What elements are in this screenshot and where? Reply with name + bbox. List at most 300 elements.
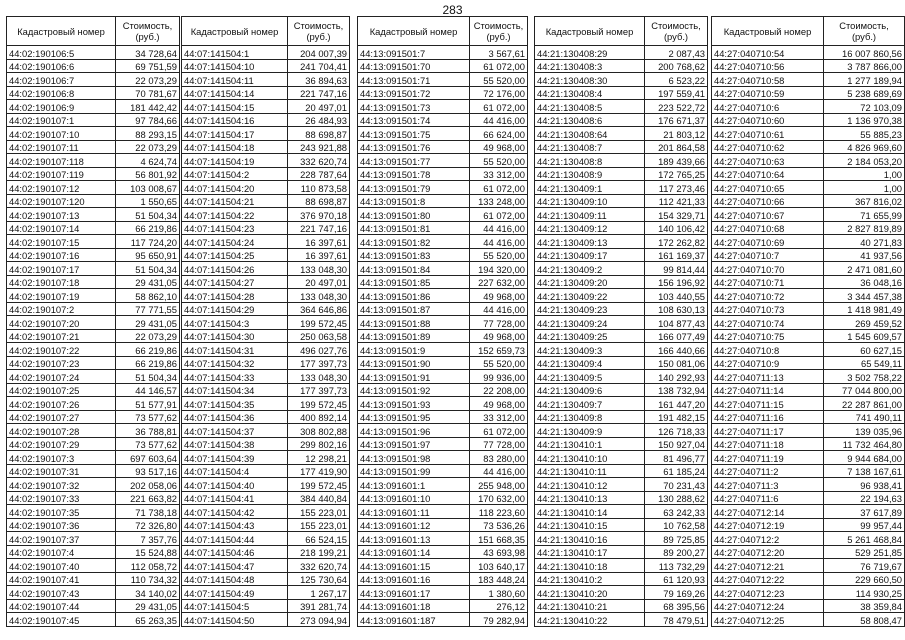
cadastral-number-cell: 44:07:141504:37 <box>182 424 288 438</box>
cadastral-number-cell: 44:13:091501:90 <box>358 356 470 370</box>
table-row <box>182 167 350 181</box>
cadastral-number-cell: 44:27:040710:8 <box>712 343 824 357</box>
table-row <box>712 424 905 438</box>
cadastral-number-cell: 44:13:091501:7 <box>358 46 470 60</box>
cost-cell: 172 765,25 <box>645 167 708 181</box>
cadastral-number-cell: 44:21:130410:10 <box>535 451 645 465</box>
cadastral-number-cell: 44:13:091501:99 <box>358 464 470 478</box>
cadastral-number-cell: 44:07:141504:2 <box>182 167 288 181</box>
table-header-row <box>7 17 180 46</box>
table-row <box>712 451 905 465</box>
cost-cell: 221 663,82 <box>116 491 180 505</box>
cadastral-number-cell: 44:27:040710:61 <box>712 127 824 141</box>
cadastral-number-cell: 44:27:040712:14 <box>712 505 824 519</box>
cost-cell: 51 577,91 <box>116 397 180 411</box>
cost-cell: 332 620,74 <box>288 559 350 573</box>
header-cadastral-number: Кадастровый номер <box>535 17 645 46</box>
table-row <box>358 127 528 141</box>
cost-cell: 166 077,49 <box>645 329 708 343</box>
cost-cell: 243 921,88 <box>288 140 350 154</box>
table-row <box>7 181 180 195</box>
table-row <box>712 59 905 73</box>
cost-cell: 73 577,62 <box>116 437 180 451</box>
cost-cell: 199 572,45 <box>288 478 350 492</box>
cost-cell: 1 267,17 <box>288 586 350 600</box>
cost-cell: 308 802,88 <box>288 424 350 438</box>
cost-cell: 103 008,67 <box>116 181 180 195</box>
cadastral-number-cell: 44:02:190107:24 <box>7 370 116 384</box>
table-row <box>182 424 350 438</box>
cadastral-number-cell: 44:13:091501:95 <box>358 410 470 424</box>
cost-cell: 22 287 861,00 <box>824 397 905 411</box>
table-row <box>182 59 350 73</box>
cadastral-number-cell: 44:21:130409:17 <box>535 248 645 262</box>
cadastral-number-cell: 44:02:190106:7 <box>7 73 116 87</box>
cadastral-number-cell: 44:27:040711:15 <box>712 397 824 411</box>
table-row <box>182 356 350 370</box>
table-row <box>358 572 528 586</box>
table-row <box>712 248 905 262</box>
cadastral-number-cell: 44:07:141504:5 <box>182 599 288 613</box>
cost-cell: 22 073,29 <box>116 140 180 154</box>
table-row <box>182 289 350 303</box>
cost-cell: 118 223,60 <box>470 505 528 519</box>
cadastral-number-cell: 44:13:091501:77 <box>358 154 470 168</box>
table-row <box>712 518 905 532</box>
table-row <box>182 491 350 505</box>
cadastral-number-cell: 44:27:040711:18 <box>712 437 824 451</box>
table-row <box>7 451 180 465</box>
cost-cell: 110 873,58 <box>288 181 350 195</box>
cost-cell: 33 312,00 <box>470 167 528 181</box>
cost-cell: 140 292,93 <box>645 370 708 384</box>
table-row <box>535 370 708 384</box>
cadastral-number-cell: 44:07:141504:16 <box>182 113 288 127</box>
cost-cell: 223 522,72 <box>645 100 708 114</box>
table-row <box>7 572 180 586</box>
cost-cell: 16 397,61 <box>288 235 350 249</box>
cost-cell: 88 698,87 <box>288 127 350 141</box>
cost-cell: 2 827 819,89 <box>824 221 905 235</box>
cadastral-number-cell: 44:02:190107:44 <box>7 599 116 613</box>
table-row <box>182 383 350 397</box>
cadastral-number-cell: 44:02:190106:5 <box>7 46 116 60</box>
cadastral-number-cell: 44:07:141504:32 <box>182 356 288 370</box>
cost-cell: 34 728,64 <box>116 46 180 60</box>
table-row <box>358 289 528 303</box>
cost-cell: 16 007 860,56 <box>824 46 905 60</box>
cost-cell: 3 502 758,22 <box>824 370 905 384</box>
header-cost: Стоимость, (руб.) <box>470 17 528 46</box>
cadastral-number-cell: 44:21:130410:16 <box>535 532 645 546</box>
cost-cell: 77 044 800,00 <box>824 383 905 397</box>
cadastral-number-cell: 44:21:130408:30 <box>535 73 645 87</box>
cadastral-number-cell: 44:27:040710:54 <box>712 46 824 60</box>
cost-cell: 36 894,63 <box>288 73 350 87</box>
cadastral-number-cell: 44:27:040710:72 <box>712 289 824 303</box>
cadastral-number-cell: 44:07:141504:29 <box>182 302 288 316</box>
cadastral-number-cell: 44:02:190107:29 <box>7 437 116 451</box>
table-row <box>712 586 905 600</box>
cadastral-number-cell: 44:27:040710:59 <box>712 86 824 100</box>
table-row <box>712 559 905 573</box>
cadastral-number-cell: 44:21:130409:12 <box>535 221 645 235</box>
cost-cell: 36 788,81 <box>116 424 180 438</box>
cost-cell: 197 559,41 <box>645 86 708 100</box>
cadastral-number-cell: 44:13:091501:85 <box>358 275 470 289</box>
table-row <box>712 397 905 411</box>
table-row <box>182 154 350 168</box>
cost-cell: 33 312,00 <box>470 410 528 424</box>
table-header-row <box>535 17 708 46</box>
table-row <box>712 505 905 519</box>
cadastral-number-cell: 44:07:141504:35 <box>182 397 288 411</box>
cadastral-number-cell: 44:21:130410:11 <box>535 464 645 478</box>
table-row <box>182 343 350 357</box>
table-row <box>712 532 905 546</box>
table-row <box>358 464 528 478</box>
table-row <box>358 478 528 492</box>
cost-cell: 21 803,12 <box>645 127 708 141</box>
cadastral-number-cell: 44:27:040710:64 <box>712 167 824 181</box>
cost-cell: 60 627,15 <box>824 343 905 357</box>
cadastral-number-cell: 44:02:190107:41 <box>7 572 116 586</box>
cost-cell: 20 497,01 <box>288 100 350 114</box>
cost-cell: 3 344 457,38 <box>824 289 905 303</box>
table-row <box>712 383 905 397</box>
table-row <box>358 437 528 451</box>
table-row <box>7 383 180 397</box>
cadastral-number-cell: 44:13:091501:97 <box>358 437 470 451</box>
cost-cell: 139 035,96 <box>824 424 905 438</box>
cadastral-number-cell: 44:07:141504:20 <box>182 181 288 195</box>
table-row <box>182 262 350 276</box>
table-row <box>712 181 905 195</box>
cost-cell: 130 288,62 <box>645 491 708 505</box>
cost-cell: 156 196,92 <box>645 275 708 289</box>
cadastral-number-cell: 44:13:091501:79 <box>358 181 470 195</box>
cadastral-number-cell: 44:07:141504:46 <box>182 545 288 559</box>
cadastral-number-cell: 44:21:130408:29 <box>535 46 645 60</box>
cost-cell: 49 968,00 <box>470 140 528 154</box>
cadastral-number-cell: 44:02:190107:120 <box>7 194 116 208</box>
table-row <box>712 410 905 424</box>
cost-cell: 44 416,00 <box>470 235 528 249</box>
cost-cell: 151 668,35 <box>470 532 528 546</box>
table-row <box>535 545 708 559</box>
table-row <box>182 275 350 289</box>
cost-cell: 5 261 468,84 <box>824 532 905 546</box>
cost-cell: 114 930,25 <box>824 586 905 600</box>
cost-cell: 161 447,20 <box>645 397 708 411</box>
table-row <box>7 154 180 168</box>
table-row <box>7 343 180 357</box>
cadastral-number-cell: 44:07:141504:43 <box>182 518 288 532</box>
cost-cell: 6 523,22 <box>645 73 708 87</box>
header-cost: Стоимость, (руб.) <box>824 17 905 46</box>
table-row <box>358 383 528 397</box>
cost-cell: 66 219,86 <box>116 356 180 370</box>
cadastral-number-cell: 44:21:130409:24 <box>535 316 645 330</box>
table-row <box>7 586 180 600</box>
table-row <box>7 86 180 100</box>
cadastral-number-cell: 44:27:040710:75 <box>712 329 824 343</box>
cost-cell: 99 936,00 <box>470 370 528 384</box>
cost-cell: 66 624,00 <box>470 127 528 141</box>
table-row <box>7 262 180 276</box>
table-row <box>182 572 350 586</box>
cadastral-number-cell: 44:07:141504:18 <box>182 140 288 154</box>
cadastral-number-cell: 44:07:141504:39 <box>182 451 288 465</box>
header-cadastral-number: Кадастровый номер <box>358 17 470 46</box>
table-row <box>535 127 708 141</box>
cadastral-number-cell: 44:27:040710:9 <box>712 356 824 370</box>
cost-cell: 55 885,23 <box>824 127 905 141</box>
table-row <box>7 100 180 114</box>
cost-cell: 199 572,45 <box>288 397 350 411</box>
table-row <box>7 140 180 154</box>
table-row <box>182 505 350 519</box>
table-row <box>712 235 905 249</box>
cadastral-number-cell: 44:13:091601:14 <box>358 545 470 559</box>
cadastral-number-cell: 44:13:091501:76 <box>358 140 470 154</box>
cost-cell: 55 520,00 <box>470 248 528 262</box>
cadastral-number-cell: 44:07:141504:48 <box>182 572 288 586</box>
cadastral-number-cell: 44:27:040710:56 <box>712 59 824 73</box>
cadastral-number-cell: 44:13:091501:82 <box>358 235 470 249</box>
table-row <box>358 559 528 573</box>
cost-cell: 41 937,56 <box>824 248 905 262</box>
cadastral-number-cell: 44:02:190107:14 <box>7 221 116 235</box>
cost-cell: 269 459,52 <box>824 316 905 330</box>
cadastral-number-cell: 44:13:091601:15 <box>358 559 470 573</box>
table-row <box>7 113 180 127</box>
cost-cell: 66 524,15 <box>288 532 350 546</box>
cadastral-number-cell: 44:27:040712:2 <box>712 532 824 546</box>
cost-cell: 2 087,43 <box>645 46 708 60</box>
cost-cell: 1 418 981,49 <box>824 302 905 316</box>
cadastral-number-cell: 44:21:130409:20 <box>535 275 645 289</box>
cost-cell: 97 784,66 <box>116 113 180 127</box>
table-row <box>358 397 528 411</box>
cadastral-number-cell: 44:21:130410:22 <box>535 613 645 627</box>
cadastral-number-cell: 44:02:190107:23 <box>7 356 116 370</box>
cost-cell: 103 640,17 <box>470 559 528 573</box>
cadastral-number-cell: 44:07:141504:49 <box>182 586 288 600</box>
table-row <box>535 532 708 546</box>
cadastral-number-cell: 44:07:141504:21 <box>182 194 288 208</box>
cadastral-number-cell: 44:07:141504:26 <box>182 262 288 276</box>
cost-cell: 7 138 167,61 <box>824 464 905 478</box>
cadastral-number-cell: 44:02:190106:8 <box>7 86 116 100</box>
cadastral-number-cell: 44:27:040711:6 <box>712 491 824 505</box>
cost-cell: 108 630,13 <box>645 302 708 316</box>
header-cost: Стоимость, (руб.) <box>288 17 350 46</box>
cadastral-number-cell: 44:13:091601:12 <box>358 518 470 532</box>
table-row <box>358 424 528 438</box>
cost-cell: 68 395,56 <box>645 599 708 613</box>
cost-cell: 10 762,58 <box>645 518 708 532</box>
cost-cell: 110 734,32 <box>116 572 180 586</box>
cadastral-number-cell: 44:27:040710:58 <box>712 73 824 87</box>
cost-cell: 133 048,30 <box>288 370 350 384</box>
cadastral-number-cell: 44:07:141504:36 <box>182 410 288 424</box>
cadastral-number-cell: 44:13:091501:81 <box>358 221 470 235</box>
cost-cell: 7 357,76 <box>116 532 180 546</box>
cost-cell: 66 219,86 <box>116 221 180 235</box>
cadastral-number-cell: 44:13:091501:98 <box>358 451 470 465</box>
table-row <box>535 478 708 492</box>
cadastral-number-cell: 44:13:091501:86 <box>358 289 470 303</box>
cost-cell: 697 603,64 <box>116 451 180 465</box>
cadastral-number-cell: 44:21:130409:1 <box>535 181 645 195</box>
table-row <box>535 343 708 357</box>
cost-cell: 152 659,73 <box>470 343 528 357</box>
table-row <box>535 451 708 465</box>
cost-cell: 221 747,16 <box>288 86 350 100</box>
table-row <box>7 410 180 424</box>
table-row <box>535 572 708 586</box>
cadastral-number-cell: 44:13:091501:75 <box>358 127 470 141</box>
table-row <box>182 586 350 600</box>
cost-cell: 61 072,00 <box>470 100 528 114</box>
cost-cell: 29 431,05 <box>116 275 180 289</box>
table-row <box>712 599 905 613</box>
table-row <box>358 532 528 546</box>
table-row <box>712 572 905 586</box>
cost-cell: 1 277 189,94 <box>824 73 905 87</box>
cadastral-number-cell: 44:13:091501:72 <box>358 86 470 100</box>
cadastral-number-cell: 44:02:190107:26 <box>7 397 116 411</box>
table-row <box>182 478 350 492</box>
cost-cell: 49 968,00 <box>470 397 528 411</box>
table-row <box>358 194 528 208</box>
cost-cell: 51 504,34 <box>116 208 180 222</box>
cadastral-number-cell: 44:27:040712:24 <box>712 599 824 613</box>
cadastral-number-cell: 44:02:190107:21 <box>7 329 116 343</box>
cost-cell: 22 208,00 <box>470 383 528 397</box>
cadastral-number-cell: 44:27:040712:22 <box>712 572 824 586</box>
cost-cell: 79 169,26 <box>645 586 708 600</box>
table-row <box>7 167 180 181</box>
table-row <box>712 289 905 303</box>
cost-cell: 2 184 053,20 <box>824 154 905 168</box>
table-row <box>712 221 905 235</box>
cost-cell: 65 549,11 <box>824 356 905 370</box>
cost-cell: 172 262,82 <box>645 235 708 249</box>
cost-cell: 49 968,00 <box>470 329 528 343</box>
table-row <box>358 181 528 195</box>
table-row <box>535 113 708 127</box>
table-row <box>182 545 350 559</box>
cost-cell: 155 223,01 <box>288 505 350 519</box>
cadastral-number-cell: 44:27:040710:73 <box>712 302 824 316</box>
cadastral-number-cell: 44:27:040710:68 <box>712 221 824 235</box>
table-row <box>182 302 350 316</box>
cadastral-number-cell: 44:02:190107:43 <box>7 586 116 600</box>
cost-cell: 70 781,67 <box>116 86 180 100</box>
cost-cell: 43 693,98 <box>470 545 528 559</box>
cost-cell: 66 219,86 <box>116 343 180 357</box>
cost-cell: 221 747,16 <box>288 221 350 235</box>
cadastral-number-cell: 44:07:141504:11 <box>182 73 288 87</box>
cadastral-number-cell: 44:27:040710:7 <box>712 248 824 262</box>
table-row <box>182 599 350 613</box>
table-row <box>358 221 528 235</box>
cadastral-number-cell: 44:27:040712:20 <box>712 545 824 559</box>
cadastral-number-cell: 44:21:130410:21 <box>535 599 645 613</box>
cost-cell: 69 751,59 <box>116 59 180 73</box>
header-cadastral-number: Кадастровый номер <box>712 17 824 46</box>
table-row <box>358 167 528 181</box>
cadastral-number-cell: 44:13:091601:13 <box>358 532 470 546</box>
table-row <box>358 491 528 505</box>
table-row <box>358 302 528 316</box>
cost-cell: 71 738,18 <box>116 505 180 519</box>
table-row <box>358 262 528 276</box>
table-row <box>7 221 180 235</box>
table-row <box>712 73 905 87</box>
cadastral-number-cell: 44:07:141504:19 <box>182 154 288 168</box>
table-row <box>535 424 708 438</box>
table-row <box>182 316 350 330</box>
table-row <box>712 545 905 559</box>
cadastral-number-cell: 44:21:130409:23 <box>535 302 645 316</box>
table-row <box>535 437 708 451</box>
table-row <box>712 127 905 141</box>
cost-cell: 138 732,94 <box>645 383 708 397</box>
cadastral-number-cell: 44:21:130409:2 <box>535 262 645 276</box>
cadastral-number-cell: 44:02:190107:10 <box>7 127 116 141</box>
table-row <box>712 356 905 370</box>
cost-cell: 22 194,63 <box>824 491 905 505</box>
table-row <box>535 491 708 505</box>
table-row <box>535 248 708 262</box>
header-cadastral-number: Кадастровый номер <box>182 17 288 46</box>
cost-cell: 229 660,50 <box>824 572 905 586</box>
cost-cell: 77 728,00 <box>470 437 528 451</box>
cadastral-number-cell: 44:02:190107:27 <box>7 410 116 424</box>
cost-cell: 376 970,18 <box>288 208 350 222</box>
cadastral-number-cell: 44:02:190107:37 <box>7 532 116 546</box>
cadastral-number-cell: 44:21:130409:8 <box>535 410 645 424</box>
cost-cell: 58 808,47 <box>824 613 905 627</box>
cost-cell: 166 440,66 <box>645 343 708 357</box>
cadastral-number-cell: 44:21:130408:6 <box>535 113 645 127</box>
cadastral-number-cell: 44:02:190107:2 <box>7 302 116 316</box>
cadastral-number-cell: 44:07:141504:3 <box>182 316 288 330</box>
cadastral-table-5 <box>711 16 905 627</box>
table-row <box>182 464 350 478</box>
cost-cell: 44 146,57 <box>116 383 180 397</box>
table-row <box>182 181 350 195</box>
table-row <box>535 356 708 370</box>
table-row <box>535 73 708 87</box>
cost-cell: 133 048,30 <box>288 289 350 303</box>
table-row <box>535 154 708 168</box>
cadastral-number-cell: 44:13:091501:83 <box>358 248 470 262</box>
table-row <box>358 370 528 384</box>
cost-cell: 1 380,60 <box>470 586 528 600</box>
table-row <box>712 154 905 168</box>
cost-cell: 117 273,46 <box>645 181 708 195</box>
cost-cell: 201 864,58 <box>645 140 708 154</box>
cadastral-number-cell: 44:21:130408:5 <box>535 100 645 114</box>
cadastral-number-cell: 44:21:130409:6 <box>535 383 645 397</box>
cadastral-number-cell: 44:02:190107:35 <box>7 505 116 519</box>
table-row <box>7 194 180 208</box>
table-row <box>7 545 180 559</box>
